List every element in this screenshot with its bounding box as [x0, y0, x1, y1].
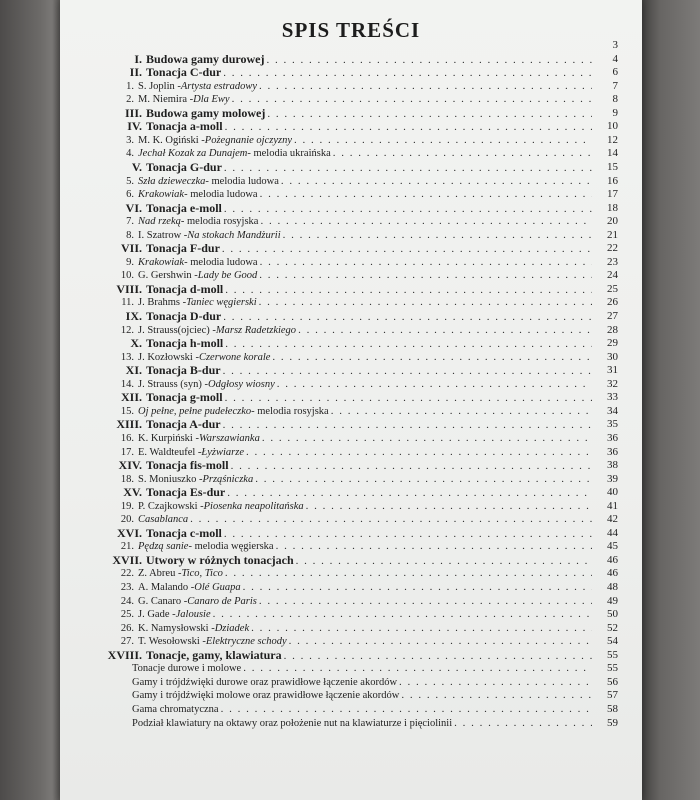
toc-entry [60, 581, 642, 595]
dot-leader [221, 703, 592, 717]
toc-entry-text: Olé Guapa [194, 582, 241, 593]
dot-leader [225, 567, 592, 581]
toc-entry [60, 473, 642, 487]
toc-entry-text: I. Szatrow - [138, 229, 188, 241]
toc-entry-text: - melodia ludowa [205, 175, 279, 187]
toc-entry-text: Pożegnanie ojczyzny [204, 134, 292, 146]
page-title: SPIS TREŚCI [281, 18, 421, 42]
toc-entry-text: J. Kozłowski - [138, 351, 199, 363]
toc-entry-number: 9. [126, 256, 134, 268]
toc-entry-text: - melodia rosyjska [251, 405, 329, 417]
toc-entry [60, 351, 642, 365]
toc-entry [60, 567, 642, 581]
toc-entry-text: Oj pełne, pełne pudełeczko [138, 405, 252, 417]
toc-entry-text: Tonacja a-moll [146, 120, 223, 134]
toc-page-number: 26 [607, 296, 618, 309]
toc-entry-text: Na stokach Mandżurii [187, 229, 281, 241]
toc-entry-text: Odgłosy wiosny [208, 378, 275, 390]
dot-leader [333, 147, 592, 161]
toc-entry [60, 703, 642, 717]
toc-page-number: 50 [607, 608, 618, 621]
dot-leader [259, 595, 592, 609]
dot-leader [276, 540, 592, 554]
toc-entry-text: J. Brahms - [138, 297, 187, 309]
toc-page-number: 6 [612, 66, 618, 79]
toc-entry-text: J. Strauss(ojciec) - [138, 324, 216, 336]
toc-page-number: 39 [607, 472, 618, 485]
toc-entry-number: 8. [126, 229, 134, 241]
toc-entry [60, 310, 642, 324]
toc-entry-number: 12. [120, 324, 134, 336]
toc-entry-text: - melodia ludowa [184, 189, 258, 201]
toc-entry-text: Lady be Good [197, 270, 258, 282]
toc-entry [60, 283, 642, 297]
toc-entry-number: IV. [127, 119, 142, 134]
toc-entry-number: 7. [126, 216, 134, 228]
toc-entry [60, 391, 642, 405]
toc-entry-text: Tonacja D-dur [146, 310, 222, 323]
toc-entry-number: 11. [121, 297, 134, 309]
toc-entry [60, 378, 642, 392]
toc-entry [60, 364, 642, 378]
toc-page-number: 56 [607, 675, 618, 688]
toc-page-number: 3 [612, 39, 618, 51]
toc-entry [60, 540, 642, 554]
toc-entry-text: Marsz Radetzkiego [215, 324, 297, 336]
dot-leader [266, 54, 592, 68]
dot-leader [281, 175, 592, 189]
toc-entry [60, 134, 642, 148]
toc-entry-text: Tonacja C-dur [146, 66, 222, 80]
toc-page-number: 18 [607, 201, 618, 214]
toc-entry-number: XVII. [112, 552, 142, 567]
toc-entry-text: Krakowiak [138, 256, 185, 268]
toc-entry-text: - melodia węgierska [188, 541, 274, 553]
toc-entry-text: Gamy i trójdźwięki durowe oraz prawidłowe łączenie akordów [132, 676, 398, 688]
toc-entry [60, 269, 642, 283]
toc-entry-text: - melodia ludowa [184, 256, 258, 268]
toc-page-number: 28 [607, 323, 618, 336]
dot-leader [298, 324, 592, 338]
toc-entry-text: Elektryczne schody [205, 636, 287, 648]
toc-entry-text: Tico, Tico [181, 568, 223, 580]
toc-entry-text: Tonacja F-dur [146, 242, 220, 256]
toc-page-number: 15 [607, 160, 618, 173]
toc-entry-text: K. Kurpiński - [138, 432, 199, 444]
toc-page-number: 7 [612, 79, 618, 92]
toc-entry-text: Piosenka neapolitańska [203, 500, 304, 512]
toc-entry-text: Gamy i trójdźwięki molowe oraz prawidłowe łączenie akordów [132, 690, 400, 702]
toc-entry [60, 500, 642, 514]
toc-entry-text: Prząśniczka [202, 473, 254, 485]
dot-leader [222, 243, 592, 257]
dot-leader [231, 460, 592, 474]
dot-leader [232, 93, 592, 107]
toc-entry-text: Warszawianka [198, 432, 260, 444]
toc-entry [60, 635, 642, 649]
dot-leader [225, 121, 592, 135]
toc-entry-text: Tonacja fis-moll [146, 459, 229, 473]
toc-entry [60, 689, 642, 703]
toc-entry-number: VII. [120, 241, 142, 256]
toc-entry-text: Artysta estradowy [180, 80, 258, 92]
toc-page-number: 14 [607, 147, 618, 160]
toc-entry-text: Dla Ewy [193, 94, 230, 106]
toc-entry [60, 147, 642, 161]
toc-entry-number: 2. [126, 94, 134, 106]
dot-leader [224, 528, 592, 542]
toc-entry [60, 53, 642, 67]
toc-entry-text: Gama chromatyczna [132, 703, 219, 715]
toc-page-number: 32 [607, 377, 618, 390]
toc-page-number: 55 [607, 648, 618, 661]
toc-entry [60, 337, 642, 351]
dot-leader [246, 446, 592, 460]
toc-page-number: 40 [607, 486, 618, 499]
toc-entry [60, 188, 642, 202]
toc-entry-number: IX. [125, 309, 142, 323]
toc-entry-number: 21. [120, 541, 134, 553]
dot-leader [259, 80, 592, 94]
dot-leader [223, 419, 592, 433]
toc-entry-text: G. Gershwin - [138, 270, 198, 282]
toc-entry [60, 202, 642, 216]
toc-entry-text: Pędzą sanie [138, 541, 189, 553]
toc-entry-text: Krakowiak [138, 189, 185, 201]
toc-entry-text: Tonacje durowe i molowe [132, 663, 242, 675]
toc-entry-text: Jalousie [175, 609, 211, 621]
dot-leader [294, 134, 592, 148]
toc-entry-text: Budowa gamy molowej [146, 106, 266, 120]
dot-leader [223, 311, 592, 325]
toc-page-number: 25 [607, 282, 618, 295]
toc-entry-number: I. [134, 51, 142, 66]
dot-leader [225, 284, 592, 298]
toc-page-number: 31 [607, 364, 618, 377]
dot-leader [306, 500, 592, 514]
toc-page-number-line [60, 39, 642, 53]
toc-entry-text: Tonacja G-dur [146, 160, 222, 174]
toc-page-number: 8 [612, 93, 618, 106]
toc-entry-text: Podział klawiatury na oktawy oraz położenie nut na klawiaturze i pięciolinii [132, 717, 453, 729]
toc-entry-number: 16. [120, 432, 134, 444]
toc-page-number: 41 [607, 499, 618, 512]
toc-entry-text: Tonacja d-moll [146, 282, 224, 296]
toc-entry-number: 23. [120, 582, 134, 593]
dot-leader [260, 256, 592, 270]
toc-entry-number: 5. [126, 175, 134, 187]
dot-leader [260, 188, 592, 202]
toc-entry-text: Utwory w różnych tonacjach [146, 553, 294, 567]
toc-entry [60, 242, 642, 256]
toc-page-number: 17 [607, 188, 618, 201]
dot-leader [289, 635, 592, 649]
toc-entry [60, 256, 642, 270]
toc-page-number: 23 [607, 255, 618, 268]
toc-page-number: 54 [607, 635, 618, 648]
dot-leader [224, 203, 592, 217]
toc-page-number: 42 [607, 513, 618, 526]
toc-entry [60, 459, 642, 473]
toc-entry [60, 446, 642, 460]
toc-entry-text: G. Canaro - [138, 595, 188, 607]
toc-entry-number: XVIII. [107, 647, 142, 662]
toc-entry-number: 15. [120, 405, 134, 417]
dot-leader [399, 676, 592, 690]
toc-entry-number: 17. [120, 446, 134, 458]
dot-leader [190, 513, 592, 527]
toc-page-number: 59 [607, 716, 618, 729]
toc-entry [60, 554, 642, 568]
toc-page-number: 33 [607, 391, 618, 404]
toc-entry-text: P. Czajkowski - [138, 500, 204, 512]
toc-entry-number: 19. [120, 500, 134, 512]
toc-entry-number: XI. [125, 363, 142, 378]
dot-leader [251, 622, 592, 636]
dot-leader [259, 269, 592, 283]
toc-entry-text: M. Niemira - [138, 94, 194, 106]
toc-page-number: 52 [607, 621, 618, 634]
dot-leader [225, 338, 592, 352]
toc-entry [60, 432, 642, 446]
toc-page-number: 12 [607, 133, 618, 146]
toc-page-number: 36 [607, 431, 618, 444]
toc-entry-text: A. Malando - [138, 582, 195, 593]
toc-entry-text: K. Namysłowski - [138, 622, 215, 634]
toc-entry-text: Nad rzeką [138, 216, 181, 228]
toc-entry-text: Taniec węgierski [186, 297, 257, 309]
toc-entry-number: 20. [120, 514, 134, 526]
toc-entry [60, 717, 642, 731]
toc-entry-number: 26. [120, 622, 134, 634]
toc-entry-number: 24. [120, 595, 134, 607]
toc-entry-number: X. [130, 336, 142, 351]
toc-entry-text: Tonacja B-dur [146, 364, 221, 378]
toc-entry [60, 215, 642, 229]
toc-entry-text: S. Moniuszko - [138, 473, 203, 485]
toc-entry-text: Tonacja Es-dur [146, 486, 226, 500]
toc-entry-number: 6. [126, 189, 134, 201]
dot-leader [243, 581, 592, 595]
toc-entry-text: M. K. Ogiński - [138, 134, 205, 146]
toc-page-number: 44 [607, 526, 618, 539]
toc-entry-text: S. Joplin - [138, 80, 181, 92]
dot-leader [255, 473, 592, 487]
toc-entry-text: Szła dzieweczka [138, 175, 206, 187]
toc-entry-text: Tonacja A-dur [146, 418, 221, 432]
toc-entry [60, 608, 642, 622]
dot-leader [223, 365, 592, 379]
toc-entry-number: XV. [123, 485, 142, 500]
toc-entry [60, 296, 642, 310]
toc-entry-number: III. [124, 105, 142, 120]
toc-page-number: 49 [607, 594, 618, 607]
toc-entry [60, 662, 642, 676]
toc-page-number: 35 [607, 418, 618, 431]
toc-entry-number: XIII. [116, 417, 142, 432]
toc-entry [60, 66, 642, 80]
toc-entry-text: J. Strauss (syn) - [138, 378, 208, 390]
toc-entry-text: Budowa gamy durowej [146, 52, 265, 66]
toc-entry-text: Tonacja h-moll [146, 337, 224, 351]
dot-leader [272, 351, 592, 365]
toc-page [60, 0, 642, 800]
toc-page-number: 57 [607, 689, 618, 702]
toc-page-number: 46 [607, 567, 618, 580]
toc-entry-text: T. Wesołowski - [138, 636, 206, 648]
toc-page-number: 30 [607, 350, 618, 363]
toc-page-number: 45 [607, 540, 618, 553]
toc-entry [60, 93, 642, 107]
toc-entry-number: II. [129, 65, 142, 80]
toc-entry [60, 595, 642, 609]
toc-page-number: 38 [607, 459, 618, 472]
toc-entry-number: XIV. [118, 458, 142, 473]
toc-entry-text: E. Waldteufel - [138, 446, 202, 458]
toc-entry [60, 324, 642, 338]
toc-entry-text: Łyżwiarze [201, 446, 244, 458]
toc-entry [60, 418, 642, 432]
toc-page-number: 4 [612, 52, 618, 65]
toc-page-number: 27 [607, 310, 618, 322]
dot-leader [277, 378, 592, 392]
toc-page-number: 36 [607, 445, 618, 458]
toc-page-number: 24 [607, 269, 618, 282]
toc-entry-text: Casablanca [138, 514, 189, 526]
toc-entry-number: 25. [120, 609, 134, 621]
toc-entry [60, 649, 642, 663]
dot-leader [213, 608, 592, 622]
toc-page-number: 29 [607, 337, 618, 350]
toc-entry-text: Jechał Kozak za Dunajem [138, 148, 248, 160]
toc-entry [60, 229, 642, 243]
toc-entry-text: Canaro de Paris [187, 595, 257, 607]
toc-entry [60, 107, 642, 121]
toc-page-number: 9 [612, 106, 618, 119]
toc-entry-text: J. Gade - [138, 609, 176, 621]
dot-leader [454, 717, 592, 731]
toc-entry-number: 22. [120, 568, 134, 580]
dot-leader [283, 229, 592, 243]
toc-entry-number: 3. [126, 134, 134, 146]
dot-leader [284, 650, 592, 664]
toc-entry-number: 14. [120, 378, 134, 390]
toc-entry-text: Czerwone korale [198, 351, 271, 363]
dot-leader [262, 432, 592, 446]
toc-page-number: 22 [607, 242, 618, 255]
toc-entry [60, 80, 642, 94]
toc-page-number: 16 [607, 174, 618, 187]
dot-leader [243, 662, 592, 676]
toc-entry-text: - melodia ukraińska [247, 148, 331, 160]
toc-entry-text: Tonacja g-moll [146, 391, 223, 405]
toc-entry [60, 676, 642, 690]
toc-entry-number: XVI. [116, 525, 142, 540]
toc-entry [60, 405, 642, 419]
toc-entry-number: 10. [120, 270, 134, 282]
toc-page-number: 34 [607, 404, 618, 417]
dot-leader [401, 689, 592, 703]
toc-entry-number: VIII. [116, 281, 142, 296]
dot-leader [224, 162, 592, 176]
dot-leader [296, 555, 592, 569]
toc-entry-text: - melodia rosyjska [180, 216, 259, 228]
toc-page-number: 46 [607, 553, 618, 566]
toc-entry-number: 27. [120, 636, 134, 648]
toc-entry [60, 513, 642, 527]
toc-entry [60, 161, 642, 175]
dot-leader [267, 108, 592, 122]
toc-entry-number: VI. [125, 200, 142, 215]
dot-leader [225, 392, 592, 406]
toc-entry-text: Tonacja c-moll [146, 526, 222, 540]
toc-entry-text: Tonacje, gamy, klawiatura [146, 648, 282, 662]
toc-entry-number: XII. [120, 390, 142, 405]
toc-entry-number: 1. [126, 80, 134, 92]
toc-entry-number: 4. [126, 148, 134, 160]
dot-leader [331, 405, 592, 419]
toc-entry [60, 120, 642, 134]
dot-leader [223, 67, 592, 81]
toc-entry [60, 527, 642, 541]
toc-page-number: 55 [607, 662, 618, 675]
toc-page-number: 58 [607, 702, 618, 715]
toc-page-number: 10 [607, 120, 618, 133]
toc-entry-number: 18. [120, 473, 134, 485]
toc-page-number: 21 [607, 228, 618, 241]
dot-leader [260, 215, 592, 229]
toc-entry-text: Tonacja e-moll [146, 201, 222, 215]
toc-entry-number: 13. [120, 351, 134, 363]
toc-entry [60, 622, 642, 636]
toc-entry-number: V. [131, 159, 142, 174]
dot-leader [227, 487, 592, 501]
toc-entry [60, 175, 642, 189]
toc-entry [60, 486, 642, 500]
toc-page-number: 20 [607, 215, 618, 228]
toc-entry-text: Z. Abreu - [138, 568, 182, 580]
toc-page-number: 48 [607, 581, 618, 593]
toc-entry-text: Dziadek [214, 622, 250, 634]
dot-leader [259, 296, 592, 310]
